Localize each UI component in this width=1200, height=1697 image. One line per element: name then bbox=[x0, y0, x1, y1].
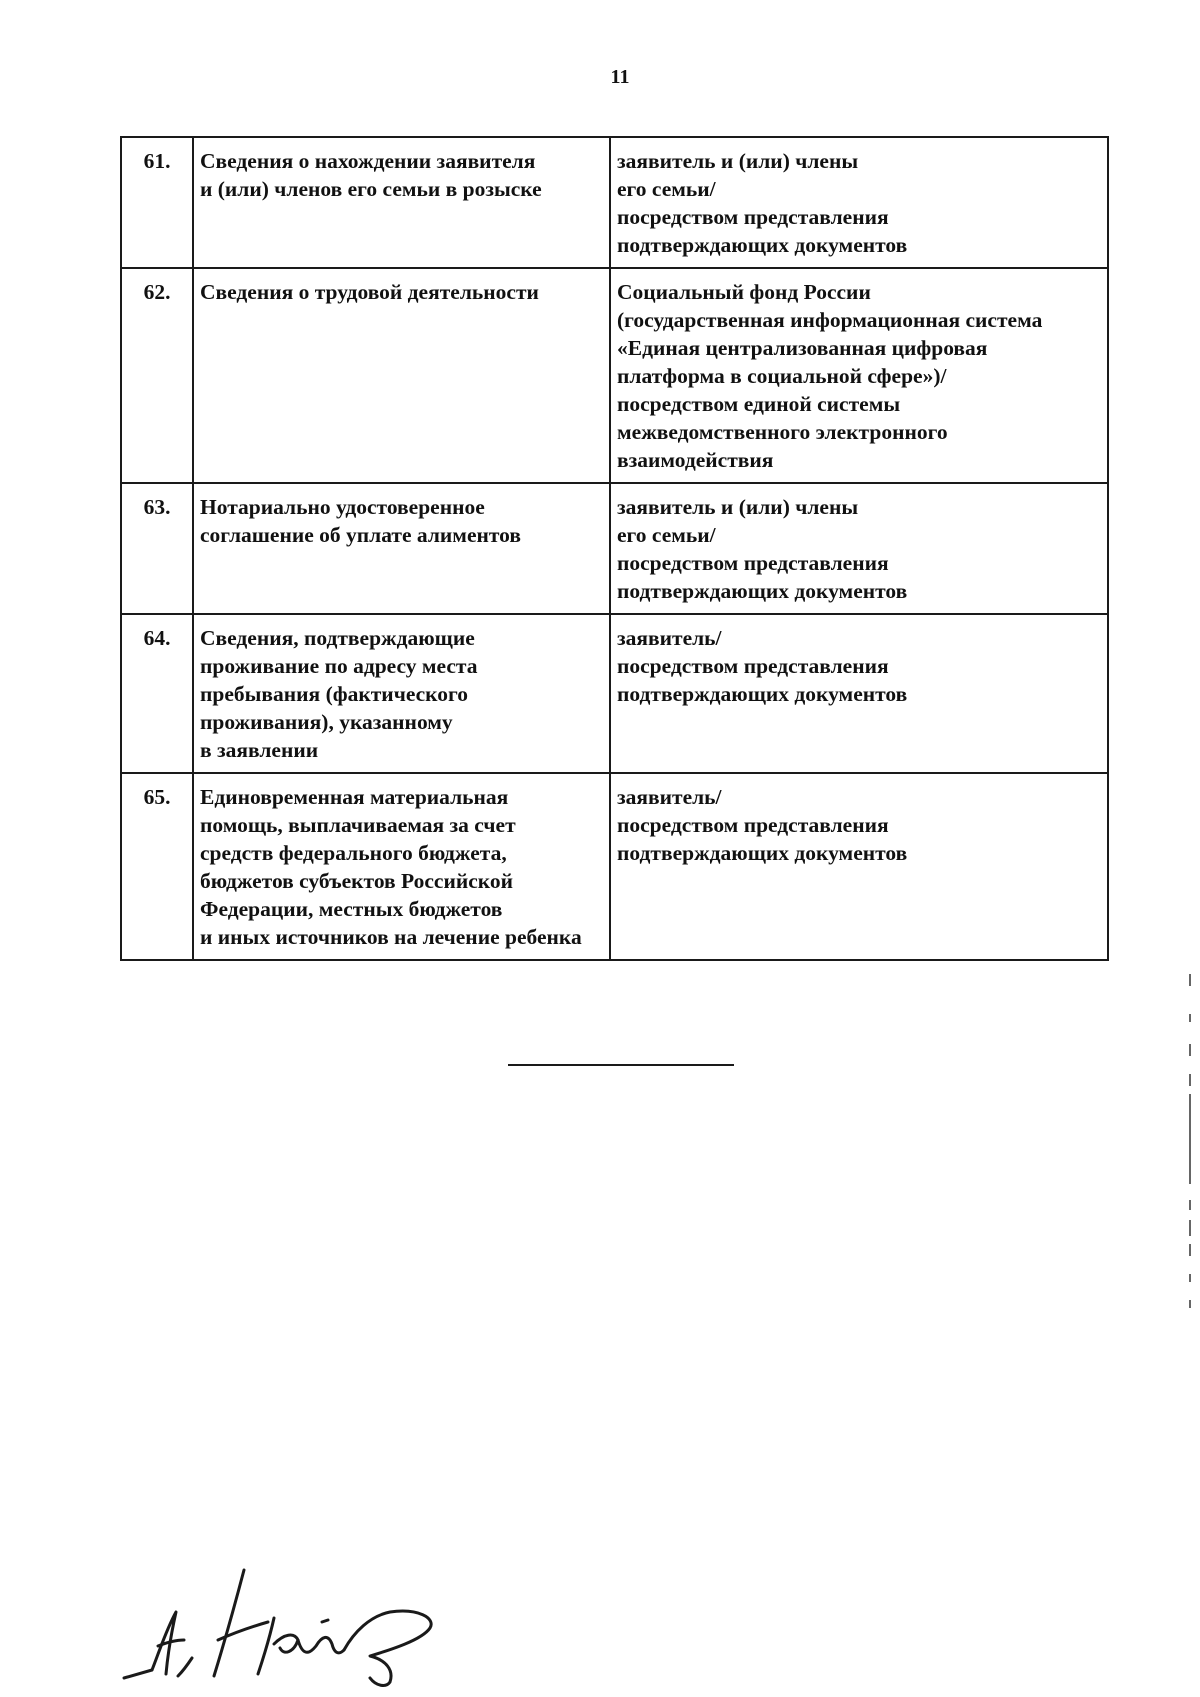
document-name-line: Нотариально удостоверенное bbox=[200, 495, 485, 519]
row-number: 65. bbox=[121, 773, 193, 960]
source-line: заявитель и (или) члены bbox=[617, 149, 859, 173]
source-line: (государственная информационная система bbox=[617, 308, 1043, 332]
document-name-line: бюджетов субъектов Российской bbox=[200, 869, 514, 893]
table-row bbox=[121, 268, 1108, 483]
source-line: посредством представления bbox=[617, 813, 889, 837]
source-line: заявитель/ bbox=[617, 626, 722, 650]
source-cell bbox=[610, 483, 1108, 614]
source-line: посредством представления bbox=[617, 654, 889, 678]
source-line: заявитель и (или) члены bbox=[617, 495, 859, 519]
source-cell bbox=[610, 614, 1108, 773]
page-number: 11 bbox=[610, 66, 630, 88]
table-row bbox=[121, 483, 1108, 614]
table-row bbox=[121, 137, 1108, 268]
document-name-cell bbox=[193, 268, 610, 483]
document-name-line: Сведения, подтверждающие bbox=[200, 626, 475, 650]
document-name-cell bbox=[193, 483, 610, 614]
signature-image bbox=[118, 1560, 458, 1690]
document-name-line: проживание по адресу места bbox=[200, 654, 478, 678]
source-line: посредством единой системы bbox=[617, 392, 901, 416]
row-number: 61. bbox=[121, 137, 193, 268]
source-line: посредством представления bbox=[617, 205, 889, 229]
document-name-line: в заявлении bbox=[200, 738, 319, 762]
document-name-line: и (или) членов его семьи в розыске bbox=[200, 177, 542, 201]
row-number: 63. bbox=[121, 483, 193, 614]
row-number: 62. bbox=[121, 268, 193, 483]
margin-marks bbox=[1188, 974, 1192, 1324]
source-line: «Единая централизованная цифровая bbox=[617, 336, 988, 360]
source-line: заявитель/ bbox=[617, 785, 722, 809]
source-line: его семьи/ bbox=[617, 523, 716, 547]
document-name-line: и иных источников на лечение ребенка bbox=[200, 925, 582, 949]
document-name-line: соглашение об уплате алиментов bbox=[200, 523, 521, 547]
table-row bbox=[121, 614, 1108, 773]
document-name-line: помощь, выплачиваемая за счет bbox=[200, 813, 516, 837]
source-line: посредством представления bbox=[617, 551, 889, 575]
row-number: 64. bbox=[121, 614, 193, 773]
source-line: взаимодействия bbox=[617, 448, 774, 472]
source-line: Социальный фонд России bbox=[617, 280, 871, 304]
document-name-line: проживания), указанному bbox=[200, 710, 453, 734]
source-cell bbox=[610, 137, 1108, 268]
document-name-cell bbox=[193, 773, 610, 960]
document-name-cell bbox=[193, 614, 610, 773]
document-name-line: Единовременная материальная bbox=[200, 785, 509, 809]
source-line: подтверждающих документов bbox=[617, 579, 908, 603]
source-line: его семьи/ bbox=[617, 177, 716, 201]
source-line: подтверждающих документов bbox=[617, 841, 908, 865]
document-name-cell bbox=[193, 137, 610, 268]
source-line: подтверждающих документов bbox=[617, 233, 908, 257]
end-divider-line bbox=[508, 1064, 734, 1066]
document-name-line: Федерации, местных бюджетов bbox=[200, 897, 503, 921]
table-body bbox=[121, 137, 1108, 960]
document-table bbox=[120, 136, 1109, 961]
source-cell bbox=[610, 268, 1108, 483]
source-cell bbox=[610, 773, 1108, 960]
source-line: подтверждающих документов bbox=[617, 682, 908, 706]
document-name-line: Сведения о трудовой деятельности bbox=[200, 280, 539, 304]
document-name-line: пребывания (фактического bbox=[200, 682, 468, 706]
source-line: межведомственного электронного bbox=[617, 420, 948, 444]
source-line: платформа в социальной сфере»)/ bbox=[617, 364, 947, 388]
document-name-line: средств федерального бюджета, bbox=[200, 841, 507, 865]
table-row bbox=[121, 773, 1108, 960]
document-name-line: Сведения о нахождении заявителя bbox=[200, 149, 536, 173]
